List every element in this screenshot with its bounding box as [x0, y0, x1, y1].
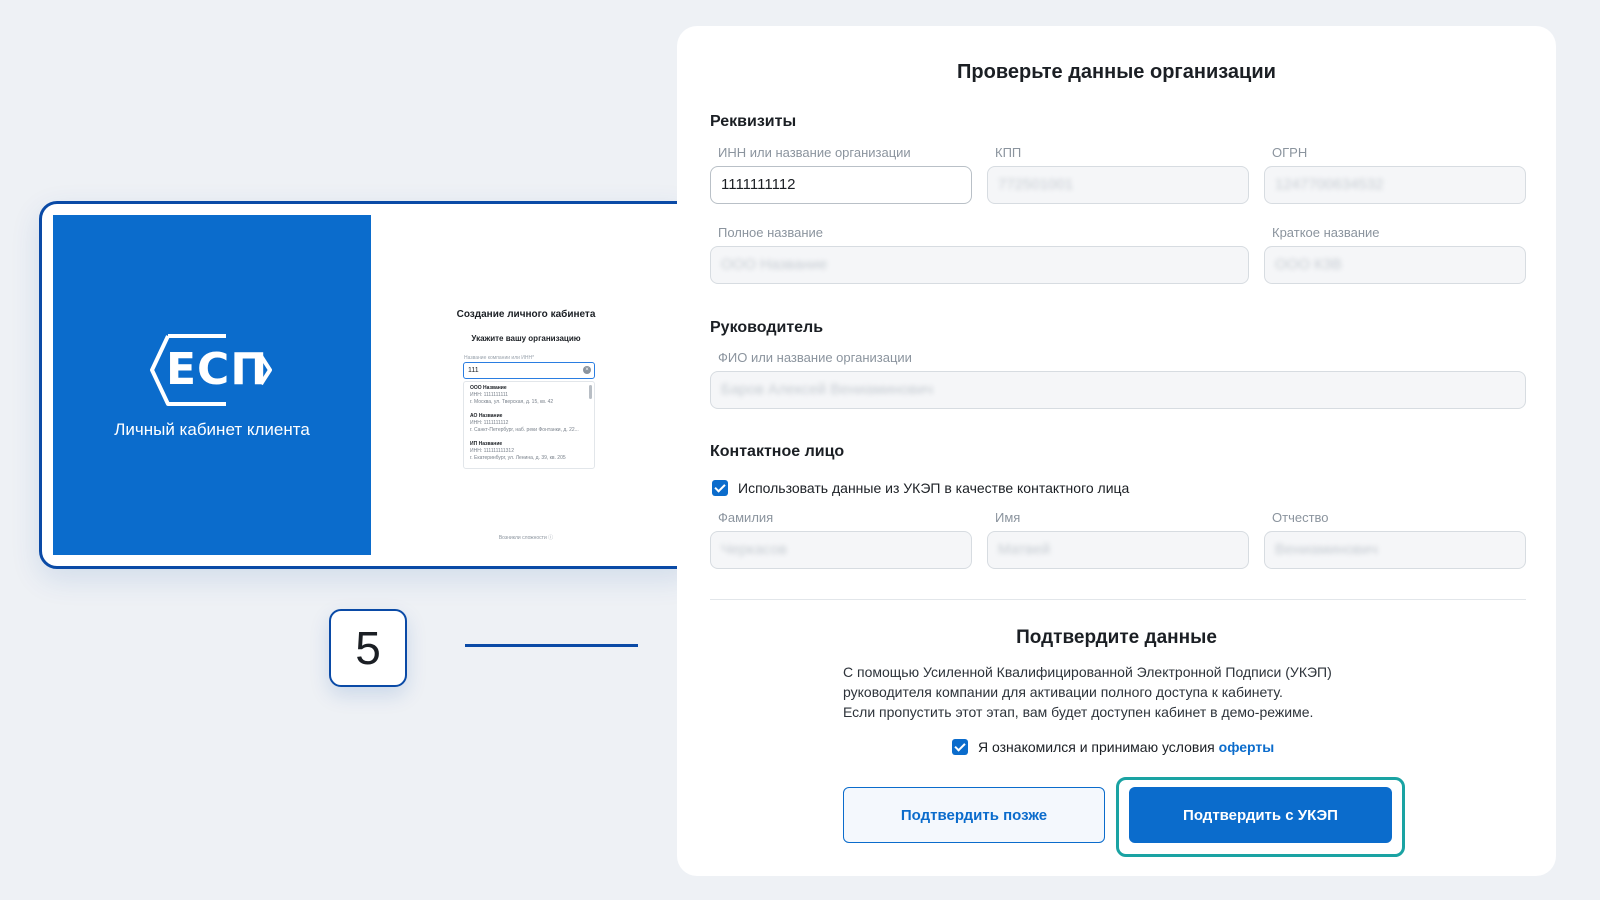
- contact-heading: Контактное лицо: [710, 443, 845, 460]
- middle-name-input[interactable]: Вениаминович: [1264, 531, 1526, 569]
- offer-link[interactable]: оферты: [1218, 739, 1275, 755]
- logo-text: ЕСП: [166, 344, 269, 395]
- scrollbar[interactable]: [589, 385, 592, 399]
- confirm-later-button[interactable]: Подтвердить позже: [843, 787, 1105, 843]
- preview-search-input[interactable]: [463, 362, 595, 379]
- list-item[interactable]: ИП Название ИНН: 111111111312 г. Екатеринбург, ул. Ленина, д. 39, кв. 205: [470, 441, 566, 461]
- checkbox-checked-icon[interactable]: [712, 480, 728, 496]
- director-heading: Руководитель: [710, 319, 824, 336]
- short-name-input[interactable]: ООО КЗВ: [1264, 246, 1526, 284]
- first-name-label: Имя: [995, 510, 1021, 525]
- step5-screenshot-frame: [39, 201, 695, 569]
- inn-input[interactable]: 1111111112: [710, 166, 972, 204]
- org-verify-card: [677, 26, 1556, 876]
- offer-agree-checkbox[interactable]: [952, 739, 1274, 755]
- section-divider: [710, 599, 1526, 600]
- kpp-label: КПП: [995, 145, 1022, 160]
- preview-input-label: Название компании или ИНН*: [464, 355, 535, 361]
- use-ukep-contact-checkbox[interactable]: Использовать данные из УКЭП в качестве контактного лица: [712, 480, 1129, 496]
- preview-input-value: 111: [468, 367, 479, 374]
- preview-subtitle: Укажите вашу организацию: [471, 334, 581, 343]
- clear-icon[interactable]: ×: [583, 366, 591, 374]
- director-fio-input[interactable]: Баров Алексей Вениаминович: [710, 371, 1526, 409]
- full-name-label: Полное название: [718, 225, 824, 240]
- help-link[interactable]: Возникли сложности ⓘ: [498, 535, 554, 541]
- last-name-input[interactable]: Черкасов: [710, 531, 972, 569]
- preview-title: Создание личного кабинета: [456, 309, 596, 320]
- short-name-label: Краткое название: [1272, 225, 1380, 240]
- org-search-preview: [371, 215, 681, 555]
- ogrn-label: ОГРН: [1272, 145, 1308, 160]
- confirm-description: С помощью Усиленной Квалифицированной Электронной Подписи (УКЭП) руководителя компании для активации полного доступа к кабинету. Если пропустить этот этап, вам будет доступен кабинет в демо-режиме.: [843, 664, 1332, 720]
- offer-agree-text: Я ознакомился и принимаю условия: [978, 739, 1215, 755]
- first-name-input[interactable]: Матвей: [987, 531, 1249, 569]
- full-name-input[interactable]: ООО Название: [710, 246, 1249, 284]
- step-connector: [465, 644, 638, 647]
- director-fio-label: ФИО или название организации: [718, 350, 912, 365]
- preview-results-list: [463, 381, 595, 469]
- esp-logo: [148, 330, 276, 410]
- last-name-label: Фамилия: [718, 510, 774, 525]
- checkbox-checked-icon[interactable]: [952, 739, 968, 755]
- confirm-ukep-button[interactable]: Подтвердить с УКЭП: [1129, 787, 1392, 843]
- list-item[interactable]: АО Название ИНН: 1111111112 г. Санкт-Петербург, наб. реки Фонтанки, д. 22...: [470, 413, 579, 433]
- brand-panel: [53, 215, 371, 555]
- inn-label: ИНН или название организации: [718, 145, 911, 160]
- brand-caption: Личный кабинет клиента: [114, 420, 310, 439]
- requisites-heading: Реквизиты: [710, 113, 797, 130]
- ogrn-input[interactable]: 1247700634532: [1264, 166, 1526, 204]
- kpp-input[interactable]: 772501001: [987, 166, 1249, 204]
- step5-screenshot: [53, 215, 681, 555]
- confirm-heading: Подтвердите данные: [1016, 627, 1217, 648]
- page-title: Проверьте данные организации: [957, 61, 1276, 83]
- step-badge-5: 5: [329, 609, 407, 687]
- list-item[interactable]: ООО Название ИНН: 1111111111 г. Москва, ул. Тверская, д. 15, кв. 42: [470, 385, 554, 405]
- middle-name-label: Отчество: [1272, 510, 1329, 525]
